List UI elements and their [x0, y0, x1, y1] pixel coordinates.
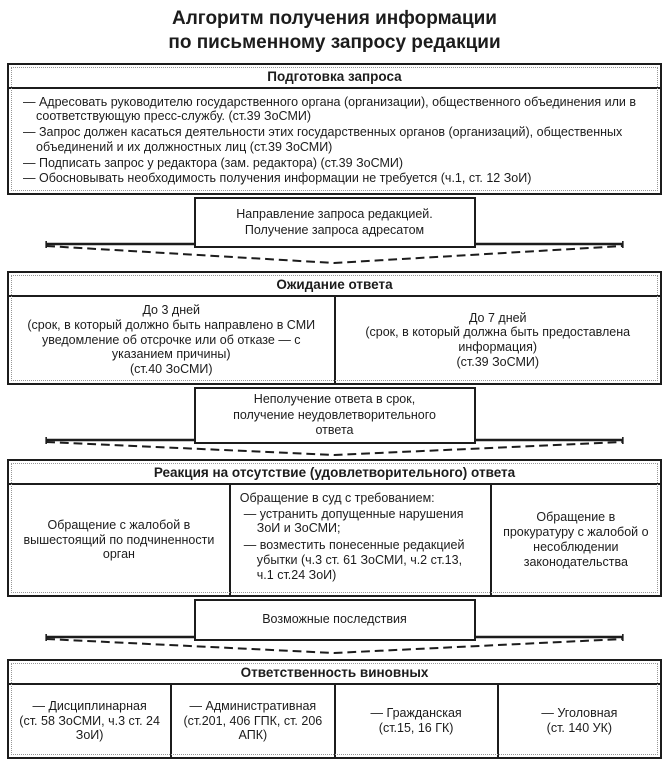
page-title	[7, 7, 662, 56]
liability-ref: (ст.201, 406 ГПК, ст. 206 АПК)	[183, 713, 323, 743]
list-item: — Подписать запрос у редактора (зам. редактора) (ст.39 ЗоСМИ)	[23, 155, 404, 170]
section-reaction-header: Реакция на отсутствие (удовлетворительного) ответа	[9, 461, 660, 485]
arrow-label-line: Неполучение ответа в срок,	[253, 392, 416, 407]
section-waiting-header: Ожидание ответа	[9, 273, 660, 297]
section-preparation-header: Подготовка запроса	[9, 65, 660, 89]
arrow-label-line: Направление запроса редакцией.	[236, 207, 433, 222]
liability-ref: (ст. 140 УК)	[546, 720, 613, 735]
arrow-banner-consequences	[7, 597, 662, 659]
section-preparation-body	[9, 89, 660, 194]
arrow-banner-request-sent	[7, 195, 662, 271]
arrow-label	[194, 387, 476, 444]
list-item: — Обосновывать необходимость получения информации не требуется (ч.1, ст. 12 ЗоИ)	[23, 171, 532, 186]
list-item: — устранить допущенные нарушения ЗоИ и ЗоСМИ;	[243, 506, 464, 536]
arrow-label-line: Возможные последствия	[262, 612, 407, 627]
list-item: — Адресовать руководителю государственного органа (организации), общественного объединения или в соответствующую пресс-службу. (ст.39 ЗоСМИ)	[23, 94, 636, 124]
section-waiting-body	[9, 297, 660, 383]
section-liability-body	[9, 685, 660, 757]
waiting-left-ref: (ст.40 ЗоСМИ)	[129, 362, 213, 377]
list-item: — возместить понесенные редакцией убытки (ч.3 ст. 61 ЗоСМИ, ч.2 ст.13, ч.1 ст.24 ЗоИ)	[243, 538, 465, 582]
section-waiting	[7, 271, 662, 385]
reaction-court-intro: Обращение в суд с требованием:	[239, 490, 435, 505]
waiting-left-title: До 3 дней	[142, 303, 201, 318]
liability-ref: (ст.15, 16 ГК)	[378, 720, 454, 735]
page-title-line: по письменному запросу редакции	[168, 32, 501, 54]
waiting-right-ref: (ст.39 ЗоСМИ)	[456, 354, 540, 369]
arrow-label	[194, 197, 476, 248]
arrow-label-line: получение неудовлетворительного	[233, 407, 436, 422]
liability-title: — Дисциплинарная	[32, 698, 147, 713]
liability-col-civil	[334, 685, 497, 757]
list-item: — Запрос должен касаться деятельности этих государственных органов (организаций), общественных объединений и их должностных лиц (ст.39 ЗоСМИ)	[23, 125, 623, 154]
section-reaction-body	[9, 485, 660, 595]
waiting-right-title: До 7 дней	[468, 310, 527, 325]
section-liability-header: Ответственность виновных	[9, 661, 660, 685]
liability-col-criminal	[497, 685, 660, 757]
section-liability	[7, 659, 662, 759]
liability-title: — Уголовная	[541, 706, 618, 721]
waiting-left-text: (срок, в который должно быть направлено в СМИ уведомление об отсрочке или об отказе — с указанием причины)	[27, 317, 316, 362]
page-title-line: Алгоритм получения информации	[171, 8, 497, 29]
reaction-right-cell: Обращение в прокуратуру с жалобой о несоблюдении законодательства	[490, 485, 660, 595]
arrow-label-line: Получение запроса адресатом	[244, 222, 425, 237]
arrow-label	[194, 599, 476, 641]
section-reaction	[7, 459, 662, 597]
liability-title: — Гражданская	[370, 706, 462, 721]
liability-title: — Административная	[189, 698, 317, 713]
arrow-label-line: ответа	[315, 423, 354, 438]
section-preparation	[7, 63, 662, 196]
liability-col-administrative	[170, 685, 333, 757]
arrow-banner-no-answer	[7, 385, 662, 459]
liability-ref: (ст. 58 ЗоСМИ, ч.3 ст. 24 ЗоИ)	[19, 713, 160, 743]
reaction-left-cell: Обращение с жалобой в вышестоящий по подчиненности орган	[23, 517, 215, 562]
waiting-right-text: (срок, в который должна быть предоставлена информация)	[365, 325, 631, 354]
liability-col-disciplinary	[9, 685, 170, 757]
reaction-court-cell	[229, 485, 490, 595]
waiting-left-cell	[9, 297, 334, 383]
waiting-right-cell	[334, 297, 661, 383]
